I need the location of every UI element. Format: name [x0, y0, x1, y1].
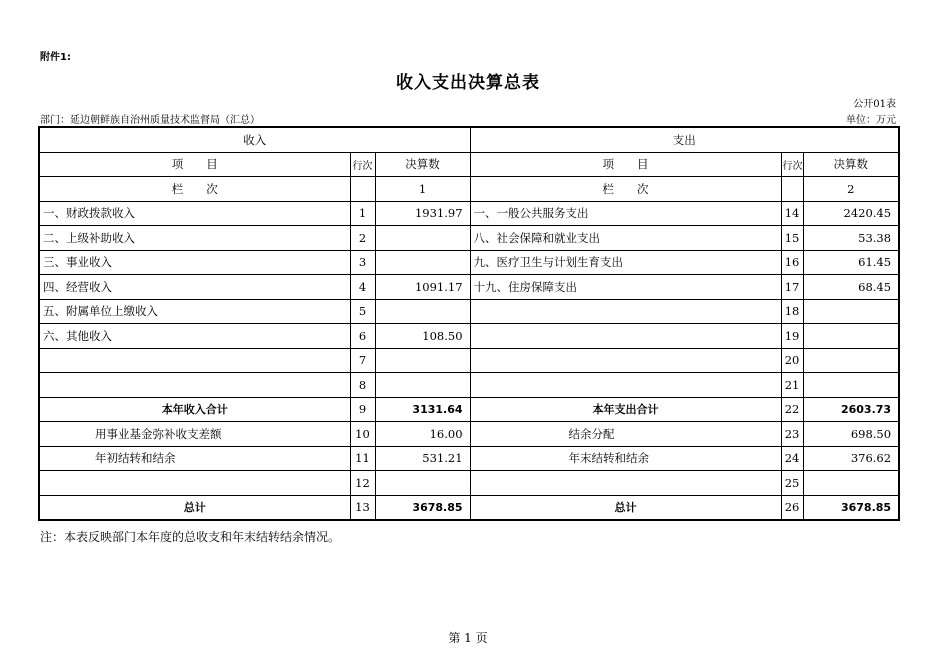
expense-rowno-cell: 25 — [781, 471, 803, 496]
expense-item-cell: 本年支出合计 — [470, 397, 781, 422]
expense-item-cell — [470, 471, 781, 496]
expense-amount-cell: 53.38 — [803, 226, 899, 251]
income-rowno-cell: 7 — [350, 348, 375, 373]
income-rowno-cell: 9 — [350, 397, 375, 422]
expense-item-cell — [470, 324, 781, 349]
expense-rowno-cell: 16 — [781, 250, 803, 275]
expense-amount-cell: 2420.45 — [803, 201, 899, 226]
income-item-header: 项 目 — [39, 152, 350, 177]
income-amount-header: 决算数 — [375, 152, 470, 177]
expense-rowno-cell: 17 — [781, 275, 803, 300]
income-item-cell: 年初结转和结余 — [39, 446, 350, 471]
income-rowno-cell: 11 — [350, 446, 375, 471]
expense-amount-cell: 61.45 — [803, 250, 899, 275]
income-rowno-cell: 6 — [350, 324, 375, 349]
table-row — [39, 324, 899, 349]
expense-amount-cell — [803, 299, 899, 324]
page-number: 第 1 页 — [448, 631, 488, 645]
income-item-cell: 本年收入合计 — [39, 397, 350, 422]
expense-rowno-cell: 23 — [781, 422, 803, 447]
header-row-columns — [39, 152, 899, 177]
expense-rowno-cell: 26 — [781, 495, 803, 520]
unit-label: 单位：万元 — [846, 115, 896, 126]
income-header: 收入 — [39, 127, 470, 152]
income-amount-cell — [375, 348, 470, 373]
income-item-cell: 六、其他收入 — [39, 324, 350, 349]
income-amount-cell — [375, 226, 470, 251]
expense-rowno-cell: 18 — [781, 299, 803, 324]
expense-item-cell: 总计 — [470, 495, 781, 520]
expense-column-label: 栏 次 — [470, 177, 781, 202]
table-row — [39, 201, 899, 226]
expense-item-cell: 十九、住房保障支出 — [470, 275, 781, 300]
income-amount-cell: 531.21 — [375, 446, 470, 471]
income-amount-cell: 108.50 — [375, 324, 470, 349]
expense-item-cell: 九、医疗卫生与计划生育支出 — [470, 250, 781, 275]
total-row — [39, 495, 899, 520]
budget-table — [38, 126, 900, 521]
header-row-group — [39, 127, 899, 152]
expense-item-cell: 一、一般公共服务支出 — [470, 201, 781, 226]
table-row — [39, 471, 899, 496]
table-row — [39, 348, 899, 373]
income-item-cell — [39, 373, 350, 398]
table-row — [39, 250, 899, 275]
income-item-cell: 三、事业收入 — [39, 250, 350, 275]
table-row — [39, 226, 899, 251]
income-amount-cell — [375, 471, 470, 496]
table-row — [39, 446, 899, 471]
expense-rowno-header: 行次 — [781, 152, 803, 177]
income-rowno-cell: 4 — [350, 275, 375, 300]
income-amount-cell: 1931.97 — [375, 201, 470, 226]
table-row — [39, 373, 899, 398]
income-rowno-cell: 2 — [350, 226, 375, 251]
income-rowno-header: 行次 — [350, 152, 375, 177]
income-column-index: 1 — [375, 177, 470, 202]
expense-amount-header: 决算数 — [803, 152, 899, 177]
table-row — [39, 422, 899, 447]
income-rowno-cell: 10 — [350, 422, 375, 447]
expense-rowno-cell: 22 — [781, 397, 803, 422]
income-amount-cell: 1091.17 — [375, 275, 470, 300]
income-rowno-cell: 1 — [350, 201, 375, 226]
income-item-cell: 五、附属单位上缴收入 — [39, 299, 350, 324]
income-item-cell: 二、上级补助收入 — [39, 226, 350, 251]
income-rowno-cell: 8 — [350, 373, 375, 398]
income-rowno-cell: 5 — [350, 299, 375, 324]
expense-amount-cell — [803, 471, 899, 496]
income-amount-cell: 3131.64 — [375, 397, 470, 422]
income-column-label: 栏 次 — [39, 177, 350, 202]
income-item-cell — [39, 471, 350, 496]
income-item-cell — [39, 348, 350, 373]
income-rowno-cell: 12 — [350, 471, 375, 496]
income-amount-cell: 16.00 — [375, 422, 470, 447]
expense-amount-cell: 3678.85 — [803, 495, 899, 520]
income-item-cell: 一、财政拨款收入 — [39, 201, 350, 226]
income-item-cell: 四、经营收入 — [39, 275, 350, 300]
expense-amount-cell: 68.45 — [803, 275, 899, 300]
expense-rowno-blank — [781, 177, 803, 202]
expense-item-cell — [470, 348, 781, 373]
expense-item-header: 项 目 — [470, 152, 781, 177]
income-item-cell: 总计 — [39, 495, 350, 520]
attachment-label: 附件1: — [40, 52, 71, 63]
income-rowno-blank — [350, 177, 375, 202]
income-rowno-cell: 13 — [350, 495, 375, 520]
expense-item-cell: 结余分配 — [470, 422, 781, 447]
table-row — [39, 299, 899, 324]
income-amount-cell — [375, 250, 470, 275]
expense-item-cell: 年末结转和结余 — [470, 446, 781, 471]
expense-rowno-cell: 15 — [781, 226, 803, 251]
expense-rowno-cell: 20 — [781, 348, 803, 373]
expense-column-index: 2 — [803, 177, 899, 202]
expense-amount-cell — [803, 373, 899, 398]
income-item-cell: 用事业基金弥补收支差额 — [39, 422, 350, 447]
expense-amount-cell: 2603.73 — [803, 397, 899, 422]
expense-rowno-cell: 19 — [781, 324, 803, 349]
income-rowno-cell: 3 — [350, 250, 375, 275]
page-title: 收入支出决算总表 — [396, 73, 540, 93]
expense-rowno-cell: 21 — [781, 373, 803, 398]
expense-amount-cell: 698.50 — [803, 422, 899, 447]
footnote: 注：本表反映部门本年度的总收支和年末结转结余情况。 — [40, 530, 341, 544]
expense-item-cell: 八、社会保障和就业支出 — [470, 226, 781, 251]
expense-rowno-cell: 14 — [781, 201, 803, 226]
expense-item-cell — [470, 373, 781, 398]
expense-header: 支出 — [470, 127, 899, 152]
income-amount-cell: 3678.85 — [375, 495, 470, 520]
expense-amount-cell: 376.62 — [803, 446, 899, 471]
expense-amount-cell — [803, 324, 899, 349]
table-row — [39, 275, 899, 300]
subtotal-row — [39, 397, 899, 422]
header-row-column-index — [39, 177, 899, 202]
form-code: 公开01表 — [853, 99, 896, 110]
expense-rowno-cell: 24 — [781, 446, 803, 471]
income-amount-cell — [375, 373, 470, 398]
expense-amount-cell — [803, 348, 899, 373]
department-label: 部门：延边朝鲜族自治州质量技术监督局（汇总） — [40, 115, 260, 126]
income-amount-cell — [375, 299, 470, 324]
expense-item-cell — [470, 299, 781, 324]
